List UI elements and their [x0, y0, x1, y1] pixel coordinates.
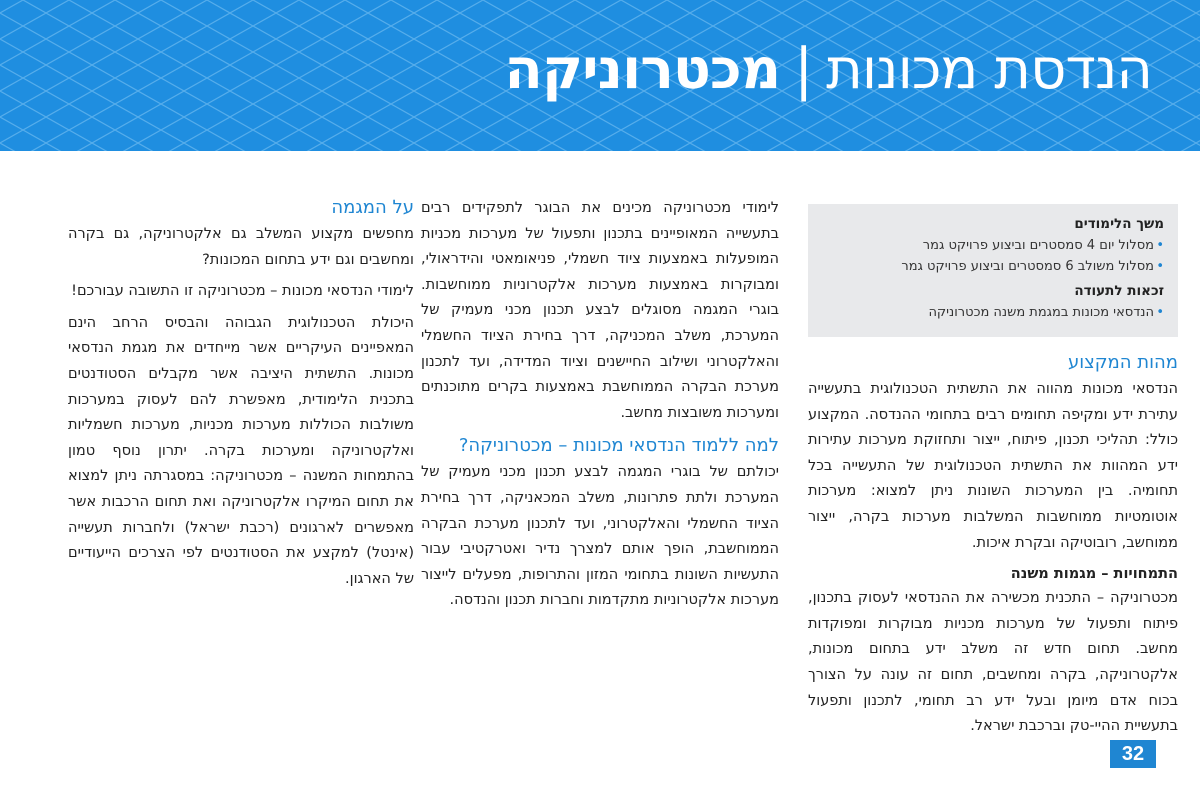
certificate-title: זכאות לתעודה — [1074, 283, 1164, 299]
title-specialization: מכטרוניקה — [504, 37, 781, 102]
why-study-heading: למה ללמוד הנדסאי מכונות – מכטרוניקה? — [458, 435, 779, 457]
profession-heading: מהות המקצוע — [1067, 352, 1178, 373]
page-title — [504, 38, 1152, 102]
middle-column — [421, 196, 779, 620]
specialization-paragraph: מכטרוניקה – התכנית מכשירה את ההנדסאי לעסוק בתכנון, פיתוח ותפעול של מערכות מכניות מבוקרות ומפוקדות מחשב. תחום חדש זה משלב ידע בתחום מכונות, אלקטרוניקה, בקרה ומחשבים, תחום זה עונה על הצורך בכוח אדם מיומן ובעל ידע רב תחומי, לתכנון ותפעול בתעשיית ההיי-טק וברכבת ישראל. — [808, 590, 1178, 735]
right-column — [808, 196, 1178, 746]
left-column — [68, 196, 414, 598]
list-item: • הנדסאי מכונות במגמת משנה מכטרוניקה — [818, 302, 1164, 323]
about-paragraph-1: מחפשים מקצוע המשלב גם אלקטרוניקה, גם בקרה ומחשבים וגם ידע בתחום המכונות? — [68, 226, 414, 268]
profession-paragraph: הנדסאי מכונות מהווה את התשתית הטכנולוגית בתעשייה עתירת ידע ומקיפה תחומים רבים בתחומי ההנדסה. המקצוע כולל: תהליכי תכנון, פיתוח, ייצור ותחזוקת מערכות עתירות ידע המהוות את התשתית הטכנולוגית של התעשייה בכל תחומיה. בין המערכות השונות ניתן למצוא: מערכות אוטומטיות ממוחשבות המשלבות מערכות בקרה, ייצור ממוחשב, רובוטיקה ובקרת איכות. — [808, 381, 1178, 551]
header-banner — [0, 0, 1200, 151]
list-item: • מסלול יום 4 סמסטרים וביצוע פרויקט גמר — [818, 235, 1164, 256]
page-number: 32 — [1110, 740, 1156, 768]
about-paragraph-3: היכולת הטכנולוגית הגבוהה והבסיס הרחב הינם המאפיינים העיקריים אשר מייחדים את מגמת הנדסאי מכונות. התשתית היציבה אשר מקבלים הסטודנטים בתכנית הלימודית, מאפשרת להם לעסוק במערכות משולבות הכוללות מערכות מכניות, מערכות חשמליות ואלקטרוניקה ומערכות בקרה. יתרון נוסף טמון בהתמחות המשנה – מכטרוניקה: במסגרתה ניתן למצוא את תחום המיקרו אלקטרוניקה ואת תחום הרכבות אשר מאפשרים לארגונים (רכבת ישראל) ולחברות תעשייה (אינטל) למקצע את הסטודנטים לפי הצרכים הייעודיים של הארגון. — [68, 314, 414, 587]
title-separator: | — [794, 37, 813, 102]
info-box — [808, 204, 1178, 337]
study-tracks-list — [818, 235, 1164, 277]
why-study-paragraph: יכולתם של בוגרי המגמה לבצע תכנון מכני מעמיק של המערכת ולתת פתרונות, משלב המכאניקה, דרך בחירת הציוד החשמלי והאלקטרוני, ועד לתכנון מערכת הבקרה הממוחשבת, הופך אותם למצרך נדיר ואטרקטיבי עבור התעשיות השונות בתחומי המזון והתרופות, מפעלים לייצור מערכות אלקטרוניות מתקדמות וחברות תכנון והנדסה. — [421, 464, 779, 609]
list-item: • מסלול משולב 6 סמסטרים וביצוע פרויקט גמר — [818, 256, 1164, 277]
certificate-list — [818, 302, 1164, 323]
about-heading: על המגמה — [331, 197, 414, 218]
specialization-heading: התמחויות – מגמות משנה — [1010, 566, 1178, 583]
study-duration-title: משך הלימודים — [1074, 216, 1164, 232]
title-program: הנדסת מכונות — [826, 37, 1152, 102]
about-paragraph-2: לימודי הנדסאי מכונות – מכטרוניקה זו התשובה עבורכם! — [71, 283, 414, 300]
intro-paragraph: לימודי מכטרוניקה מכינים את הבוגר לתפקידים רבים בתעשייה המאופיינים בתכנון ותפעול של מערכות מכניות המופעלות באמצעות ציוד חשמלי, פניאומאטי והידראולי, ומבוקרות באמצעות מערכות אלקטרוניות ממוחשבות. בוגרי המגמה מסוגלים לבצע תכנון מכני מעמיק של המערכת, משלב המכניקה, דרך בחירת הציוד החשמלי והאלקטרוני ושילוב החיישנים וציוד המדידה, ועד לתכנון מערכת הבקרה הממוחשבת באמצעות בקרים מתוכנתים ומערכות משובצות מחשב. — [421, 200, 779, 421]
